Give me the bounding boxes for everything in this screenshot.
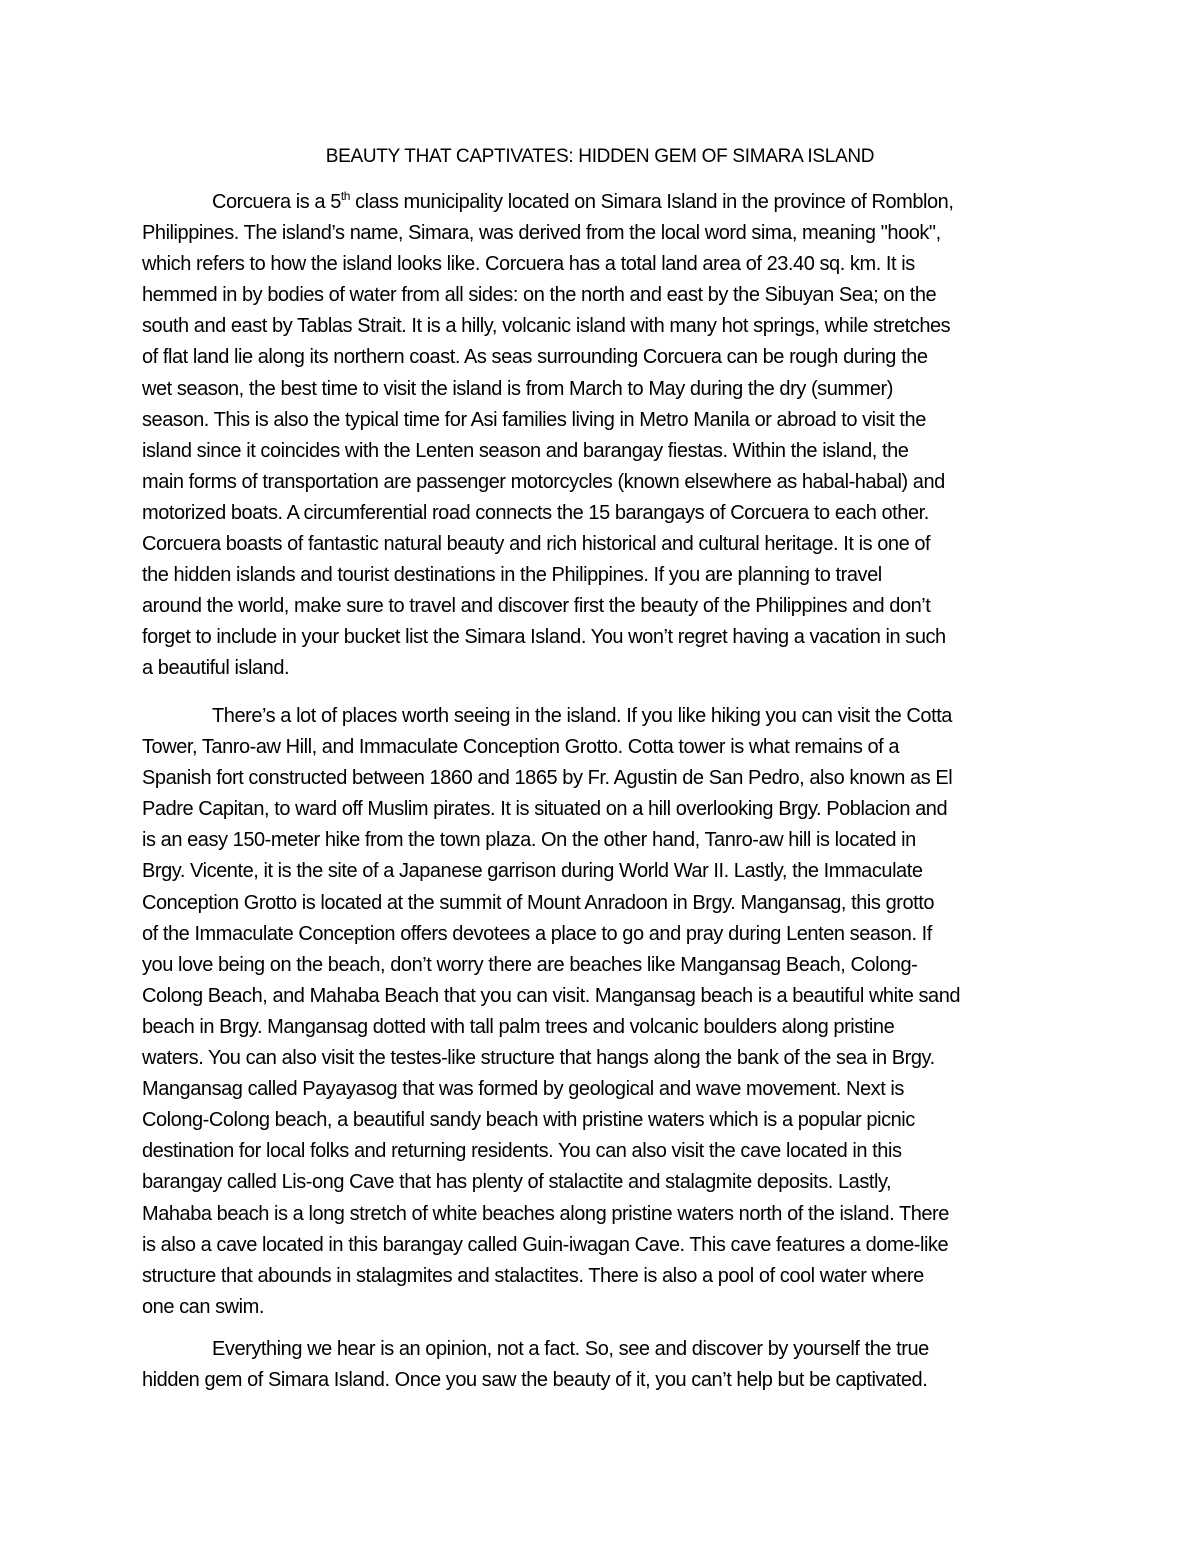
paragraph-1 [142, 187, 1062, 685]
paragraph-2-line: Colong Beach, and Mahaba Beach that you can visit. Mangansag beach is a beautiful white sand [142, 984, 961, 1007]
paragraph-2-line: Mangansag called Payayasog that was formed by geological and wave movement. Next is [142, 1078, 904, 1101]
paragraph-1-line: island since it coincides with the Lenten season and barangay fiestas. Within the island, the [142, 439, 909, 462]
paragraph-2-line: is an easy 150-meter hike from the town plaza. On the other hand, Tanro-aw hill is located in [142, 829, 916, 852]
paragraph-2-line: destination for local folks and returning residents. You can also visit the cave located in this [142, 1140, 902, 1163]
paragraph-2-line: Padre Capitan, to ward off Muslim pirates. It is situated on a hill overlooking Brgy. Poblacion and [142, 798, 948, 821]
paragraph-2-line: beach in Brgy. Mangansag dotted with tall palm trees and volcanic boulders along pristine [142, 1015, 895, 1038]
paragraph-1-line: Philippines. The island’s name, Simara, was derived from the local word sima, meaning "hook", [142, 222, 941, 245]
paragraph-1-line: main forms of transportation are passenger motorcycles (known elsewhere as habal-habal) and [142, 470, 945, 493]
paragraph-2-line: you love being on the beach, don’t worry there are beaches like Mangansag Beach, Colong- [142, 953, 918, 976]
paragraph-1-text: Corcuera is a 5 [212, 191, 341, 213]
paragraph-2-line: Spanish fort constructed between 1860 and 1865 by Fr. Agustin de San Pedro, also known as El [142, 767, 953, 790]
document-title: BEAUTY THAT CAPTIVATES: HIDDEN GEM OF SIMARA ISLAND [325, 146, 875, 167]
paragraph-2 [142, 701, 1062, 1323]
paragraph-1-text: class municipality located on Simara Island in the province of Romblon, [349, 191, 954, 213]
paragraph-1-line [142, 187, 1062, 218]
paragraph-2-line: Conception Grotto is located at the summit of Mount Anradoon in Brgy. Mangansag, this grotto [142, 891, 935, 914]
paragraph-3-line: hidden gem of Simara Island. Once you saw the beauty of it, you can’t help but be captivated. [142, 1369, 928, 1392]
paragraph-1-line: hemmed in by bodies of water from all sides: on the north and east by the Sibuyan Sea; on the [142, 284, 937, 307]
paragraph-3-line: Everything we hear is an opinion, not a fact. So, see and discover by yourself the true [212, 1338, 929, 1360]
paragraph-2-line: structure that abounds in stalagmites and stalactites. There is also a pool of cool water where [142, 1264, 924, 1287]
paragraph-1-line: season. This is also the typical time for Asi families living in Metro Manila or abroad to visit the [142, 408, 926, 431]
paragraph-1-line: of flat land lie along its northern coast. As seas surrounding Corcuera can be rough during the [142, 346, 928, 369]
paragraph-1-line: south and east by Tablas Strait. It is a hilly, volcanic island with many hot springs, while stretches [142, 315, 951, 338]
paragraph-2-line: barangay called Lis-ong Cave that has plenty of stalactite and stalagmite deposits. Lastly, [142, 1171, 892, 1194]
paragraph-2-line: Brgy. Vicente, it is the site of a Japanese garrison during World War II. Lastly, the Immaculate [142, 860, 923, 883]
paragraph-2-line: Colong-Colong beach, a beautiful sandy beach with pristine waters which is a popular picnic [142, 1109, 915, 1132]
superscript-ordinal: th [340, 189, 350, 203]
paragraph-2-line: is also a cave located in this barangay called Guin-iwagan Cave. This cave features a dome-like [142, 1233, 949, 1256]
paragraph-2-line: There’s a lot of places worth seeing in the island. If you like hiking you can visit the Cotta [212, 705, 952, 727]
paragraph-3 [142, 1334, 1062, 1396]
paragraph-2-line: one can swim. [142, 1295, 264, 1318]
paragraph-2-line: waters. You can also visit the testes-like structure that hangs along the bank of the sea in Brgy. [142, 1047, 935, 1070]
paragraph-1-line: wet season, the best time to visit the island is from March to May during the dry (summer) [142, 377, 893, 400]
paragraph-2-line: Tower, Tanro-aw Hill, and Immaculate Conception Grotto. Cotta tower is what remains of a [142, 736, 900, 759]
paragraph-2-line: of the Immaculate Conception offers devotees a place to go and pray during Lenten season. If [142, 922, 932, 945]
paragraph-1-line: around the world, make sure to travel and discover first the beauty of the Philippines and don’t [142, 595, 931, 618]
paragraph-1-line: a beautiful island. [142, 657, 290, 680]
paragraph-1-line: which refers to how the island looks like. Corcuera has a total land area of 23.40 sq. km. It is [142, 253, 915, 276]
paragraph-1-line: the hidden islands and tourist destinations in the Philippines. If you are planning to travel [142, 564, 882, 587]
paragraph-1-line: Corcuera boasts of fantastic natural beauty and rich historical and cultural heritage. It is one of [142, 533, 931, 556]
paragraph-1-line: motorized boats. A circumferential road connects the 15 barangays of Corcuera to each other. [142, 501, 929, 524]
paragraph-2-line: Mahaba beach is a long stretch of white beaches along pristine waters north of the island. There [142, 1202, 949, 1225]
paragraph-1-line: forget to include in your bucket list the Simara Island. You won’t regret having a vacation in such [142, 626, 946, 649]
